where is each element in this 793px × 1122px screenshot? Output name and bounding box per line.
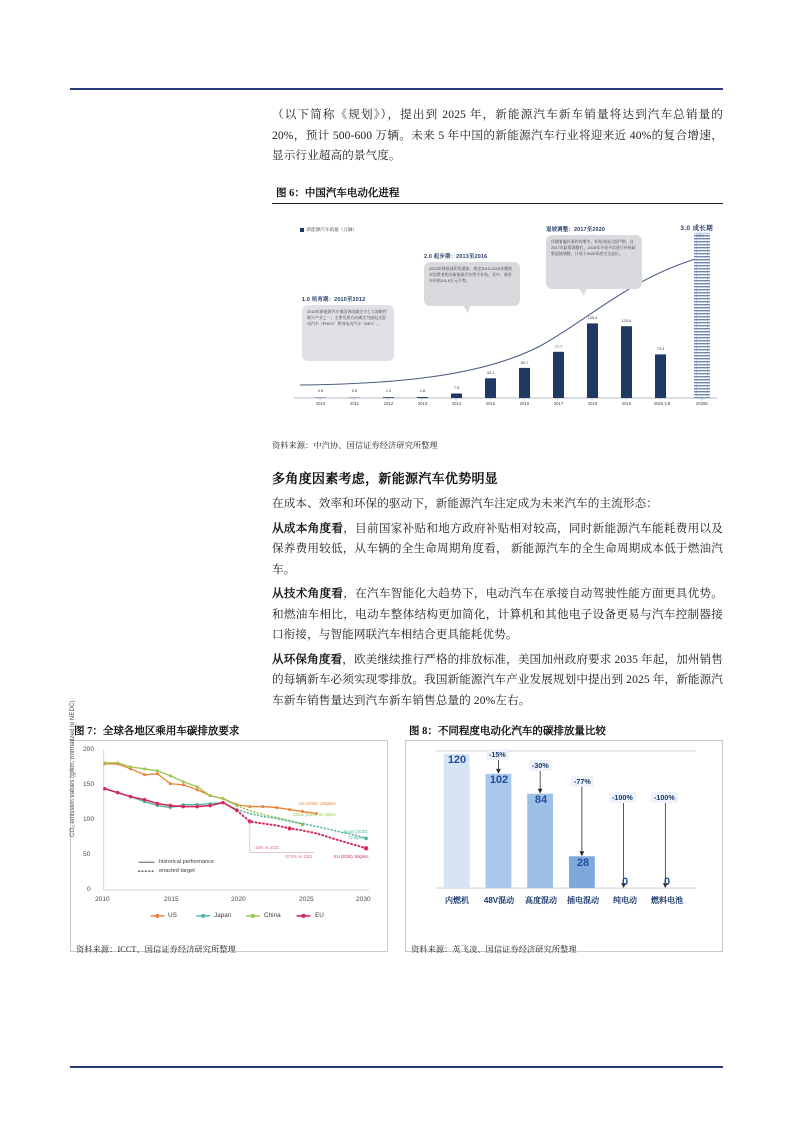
figure8-category-5: 燃料电池: [651, 896, 683, 905]
figure7-svg: [71, 741, 387, 952]
header-rule: [70, 88, 723, 90]
figure8-bar-2: [527, 794, 553, 888]
figure7-xtick-2020: 2020: [231, 896, 246, 903]
figure8-value-1: 102: [489, 774, 509, 786]
figure6-source: 资料来源：中汽协、国信证券经济研究所整理: [272, 441, 438, 450]
figure8-caption-title: 不同程度电动化汽车的碳排放量比较: [437, 726, 606, 737]
figure6-phase-2-label: 2.0 起步期：2013至2016: [424, 254, 488, 260]
figure7-annotation-eu: EU (2030): 59g/km: [334, 854, 369, 859]
figure6-phase-3-label: 退坡调整：2017至2020: [546, 227, 606, 233]
figure6-growth-sublabel: e预计: [695, 234, 705, 238]
paragraph-5-lead: 从环保角度看: [272, 652, 343, 666]
figure8-value-2: 84: [534, 794, 548, 806]
paragraph-3-body: ，目前国家补贴和地方政府补贴相对较高，同时新能源汽车能耗费用以及保养费用较低，从车辆的全生命周期角度看， 新能源汽车的全生命周期成本低于燃油汽车。: [272, 521, 724, 576]
figure8-bar-0: [444, 754, 470, 888]
paragraph-3-lead: 从成本角度看: [272, 521, 344, 535]
analysis-section: [272, 468, 723, 715]
figure8-reduction-2: -30%: [529, 760, 552, 771]
figure7-annotation-japan: Japan (2030):: [343, 829, 369, 834]
figure8-reduction-3: -77%: [571, 776, 594, 787]
figure8-svg: [406, 741, 722, 952]
intro-paragraph-block: [272, 105, 723, 171]
figure7-y-axis-label: CO₂ emission values (g/km, normalized to NEDC): [69, 700, 76, 837]
figure8-category-2: 高度混动: [525, 896, 557, 905]
figure7-annotation-eu-2021a: -15% vs 2021: [254, 845, 280, 850]
figure7-legend-japan: Japan: [214, 912, 232, 919]
figure7-legend-eu: EU: [315, 912, 324, 919]
figure8-value-0: 120: [447, 754, 467, 766]
footer-rule: [70, 1066, 723, 1068]
paragraph-5: [272, 650, 723, 712]
figure6-bar-labels: 0.6 0.5 1.3 1.8 7.5 33.1 50.7 77.7 125.4 120.6 73.4: [317, 316, 665, 393]
figure6-legend-label: 新能源汽车销量（万辆）: [306, 227, 358, 232]
figure7-caption-title: 全球各地区乘用车碳排放要求: [102, 726, 240, 737]
figure8-category-1: 48V混动: [483, 896, 515, 905]
paragraph-1: （以下简称《规划》），提出到 2025 年，新能源汽车新车销量将达到汽车总销量的 20%，预计 500-600 万辆。未来 5 年中国的新能源汽车行业将迎来近 40%的复合增速，显示行业超高的景气度。: [272, 108, 723, 162]
paragraph-4-body: ，在汽车智能化大趋势下，电动汽车在承接自动驾驶性能方面更具优势。和燃油车相比，电动车整体结构更加简化，计算机和其他电子设备更易与汽车控制器接口衔接，与智能网联汽车相结合更具能耗优势。: [272, 587, 724, 641]
figure8-caption: [405, 720, 723, 742]
figure7-xtick-2010: 2010: [95, 896, 110, 903]
figure8-source: 资料来源：英飞凌、国信证券经济研究所整理: [411, 945, 577, 954]
figure6-phase-1-text: 2010年新能源汽车被国务院确定为七大战略性新兴产业之一，主要发展方向确定为插电式混动汽车（PHEV）和纯电动汽车（BEV）。: [302, 305, 394, 361]
figure7-ytick-100: 100: [83, 816, 95, 823]
figure6-caption-number: 图 6：: [276, 188, 305, 199]
paragraph-4: [272, 584, 723, 646]
figure6-phase-3-pointer-icon: [578, 287, 587, 296]
figure8-chart: [405, 740, 723, 952]
figure6-phase-2-pointer-icon: [462, 304, 471, 313]
figure7-style-legend-target: enacted target: [159, 868, 195, 874]
figure8-category-3: 插电混动: [567, 896, 599, 905]
figure8-reduction-5: -100%: [651, 792, 678, 803]
paragraph-2: 在成本、效率和环保的驱动下，新能源汽车注定成为未来汽车的主流形态：: [272, 497, 658, 510]
figure7-xtick-2025: 2025: [299, 896, 314, 903]
figure6-phase-2-text: 2013年财政部印发通知，规定2013-2015年继续对消费者购买新能源汽车给予补贴，其中，乘用车补贴3.5-6万元不等。: [424, 262, 520, 306]
figure8-category-4: 纯电动: [613, 896, 637, 905]
paragraph-4-lead: 从技术角度看: [272, 587, 344, 600]
figure8-value-3: 28: [576, 857, 590, 869]
figure7-caption-number: 图 7：: [74, 726, 103, 737]
figure6-phase-1-label: 1.0 培育期：2010至2012: [302, 297, 366, 303]
figure7-ytick-0: 0: [87, 886, 91, 893]
figure8-category-0: 内燃机: [445, 896, 469, 905]
figure6-caption-title: 中国汽车电动化进程: [304, 188, 400, 199]
figure8-caption-number: 图 8：: [409, 726, 438, 737]
figure6-chart: 新能源汽车销量（万辆） 0.6 0.5 1.3 1.8 7.5 33.1 50.7 77.7 125.4 120.6 73.4 2010 2011 2012 2013 2014 2015 2016 2017 2018 2019 2020.1-8 2025E 1.0 培育期：2010至2012 2010年新能源汽车被国务院确定为七大战略性新兴产业之一，主要发展方向确定为插电式混动汽车（PHEV）和纯电动汽车（BEV）。 2.0 起步期：2013至2016 2013年财政部印发通知，规定2013-2015年继续对消费者购买新能源汽车给予补贴，其中，乘用车补贴3.5-6万元不等。 退坡调整：2017至2020 伴随着骗补事件的增多，补贴由国日趋严格，自2017年政策调整后，2018年开始多次进行补贴政策退坡调整，计划于2020年底完全退出。 3.0 成长期 e预计: [272, 205, 723, 430]
figure7-style-legend-historical: historical performance: [159, 859, 215, 865]
figure7-ytick-150: 150: [83, 781, 95, 788]
figure6-phase-3-text: 伴随着骗补事件的增多，补贴由国日趋严格，自2017年政策调整后，2018年开始多次进行补贴政策退坡调整，计划于2020年底完全退出。: [546, 235, 642, 289]
figure7-annotation-china: China (2025): 91.4g/km: [293, 812, 336, 817]
figure7-ytick-200: 200: [83, 746, 95, 753]
figure7-caption: [70, 720, 388, 742]
figure6-caption: [272, 182, 723, 204]
figure8-value-4: 0: [621, 876, 629, 888]
section-heading: 多角度因素考虑，新能源汽车优势明显: [272, 471, 499, 486]
figure7-source: 资料来源：ICCT、国信证券经济研究所整理: [76, 945, 236, 954]
figure7-legend-us: US: [168, 912, 177, 919]
figure6-growth-label: 3.0 成长期: [680, 225, 713, 232]
figure8-value-5: 0: [663, 876, 671, 888]
figure7-xtick-2030: 2030: [356, 896, 371, 903]
figure7-xtick-2015: 2015: [164, 896, 179, 903]
paragraph-5-body: ，欧美继续推行严格的排放标准，美国加州政府要求 2035 年起，加州销售的每辆新车必须实现零排放。我国新能源汽车产业发展规划中提出到 2025 年，新能源汽车新车销售量达到汽车新车销售总量的 20%左右。: [272, 652, 723, 707]
figure7-ytick-50: 50: [83, 851, 91, 858]
figure7-points-eu: [103, 787, 368, 851]
paragraph-3: [272, 519, 723, 581]
figure7-annotation-eu-2021b: -37.5% vs 2021: [284, 854, 313, 859]
figure7-annotation-japan-value: 73.5g/km: [348, 835, 365, 840]
figure8-bar-1: [485, 774, 511, 888]
figure7-legend-china: China: [264, 912, 281, 919]
figure7-annotation-us: US (2026): 105g/km: [299, 801, 336, 806]
figure8-reduction-1: -15%: [486, 749, 509, 760]
figure8-reduction-4: -100%: [609, 792, 636, 803]
